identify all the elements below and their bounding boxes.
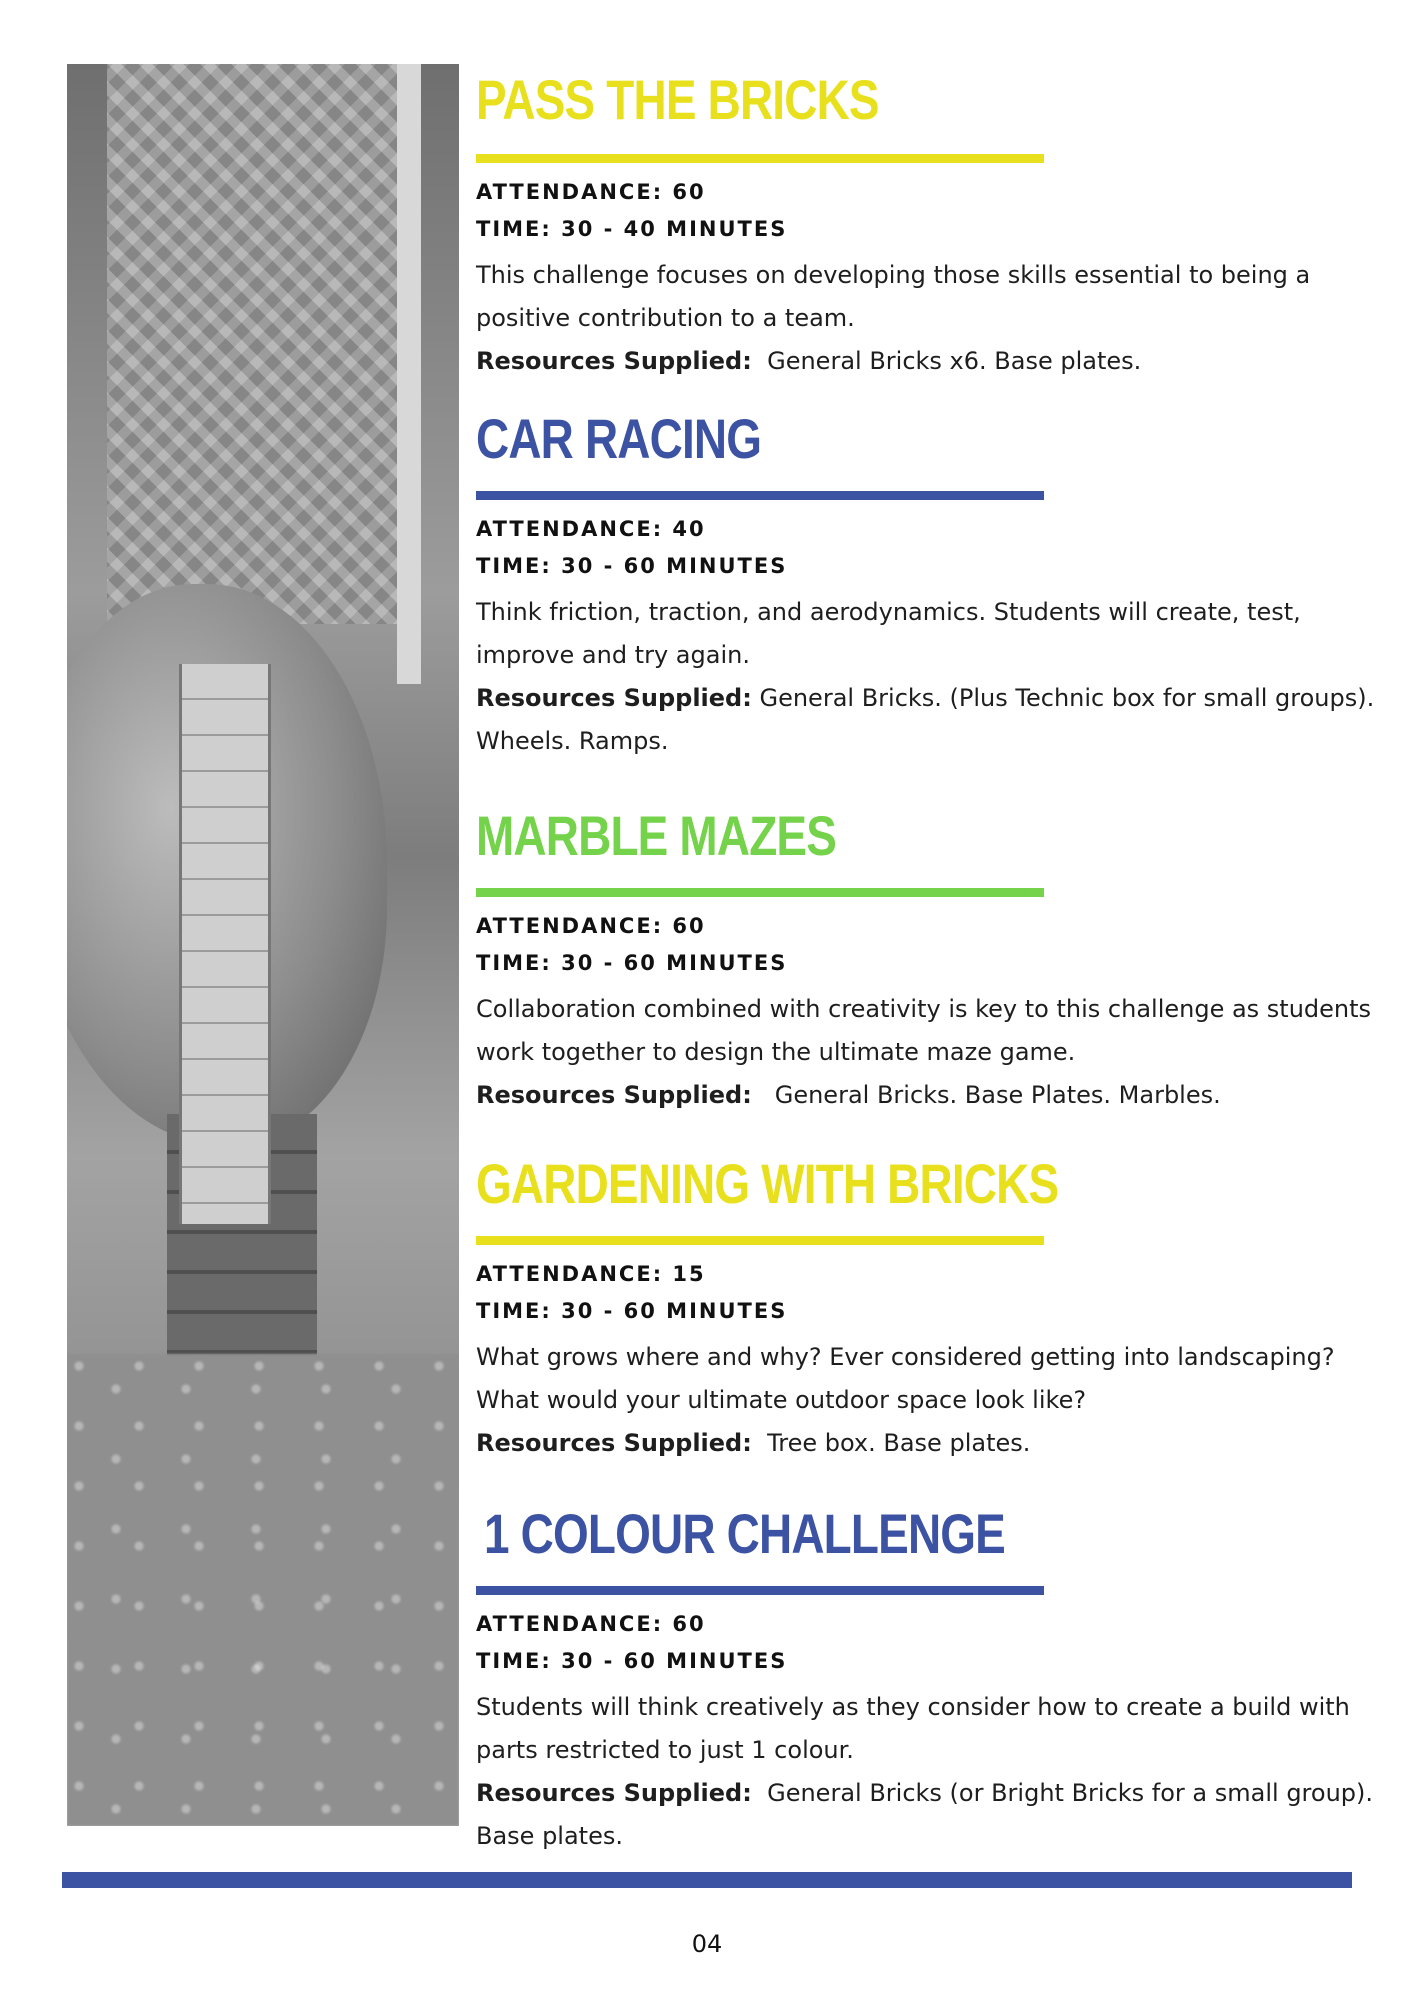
resources-text: General Bricks. Base Plates. Marbles.	[774, 1081, 1221, 1109]
section-rule	[476, 154, 1044, 163]
time-text: TIME: 30 - 60 MINUTES	[476, 951, 788, 975]
attendance-text: ATTENDANCE: 60	[476, 914, 706, 938]
resources-text: Tree box. Base plates.	[767, 1429, 1031, 1457]
section-description	[476, 254, 1396, 383]
section-rule	[476, 888, 1044, 897]
description-text: Students will think creatively as they consider how to create a build with parts restricted to just 1 colour.	[476, 1693, 1350, 1764]
time-text: TIME: 30 - 60 MINUTES	[476, 554, 788, 578]
description-text: Think friction, traction, and aerodynamics. Students will create, test, improve and try again.	[476, 598, 1301, 669]
photo-brick-tower	[179, 664, 271, 1224]
section-description	[476, 1336, 1396, 1465]
section-title: MARBLE MAZES	[476, 804, 837, 867]
section-description	[476, 591, 1396, 763]
section-title: CAR RACING	[476, 407, 762, 470]
resources-label: Resources Supplied:	[476, 347, 752, 375]
description-text: This challenge focuses on developing those skills essential to being a positive contribution to a team.	[476, 261, 1311, 332]
page-number: 04	[691, 1930, 723, 1958]
section-title: PASS THE BRICKS	[476, 68, 879, 131]
section-title: 1 COLOUR CHALLENGE	[484, 1502, 1005, 1565]
resources-label: Resources Supplied:	[476, 1779, 752, 1807]
resources-label: Resources Supplied:	[476, 1429, 752, 1457]
section-description	[476, 988, 1396, 1117]
resources-text: General Bricks. (Plus Technic box for small groups). Wheels. Ramps.	[476, 684, 1375, 755]
attendance-text: ATTENDANCE: 40	[476, 517, 706, 541]
footer-rule	[62, 1872, 1352, 1888]
resources-label: Resources Supplied:	[476, 684, 752, 712]
time-text: TIME: 30 - 60 MINUTES	[476, 1299, 788, 1323]
attendance-text: ATTENDANCE: 60	[476, 1612, 706, 1636]
photo-wall-pattern	[107, 64, 407, 624]
photo-post	[397, 64, 421, 684]
photo-floor-mat	[67, 1354, 459, 1826]
photo-child-building-brick-tower	[67, 64, 459, 1826]
time-text: TIME: 30 - 40 MINUTES	[476, 217, 788, 241]
description-text: What grows where and why? Ever considered getting into landscaping? What would your ultimate outdoor space look like?	[476, 1343, 1335, 1414]
section-description	[476, 1686, 1396, 1858]
description-text: Collaboration combined with creativity is key to this challenge as students work together to design the ultimate maze game.	[476, 995, 1372, 1066]
section-title: GARDENING WITH BRICKS	[476, 1152, 1059, 1215]
section-rule	[476, 491, 1044, 500]
section-rule	[476, 1236, 1044, 1245]
section-rule	[476, 1586, 1044, 1595]
time-text: TIME: 30 - 60 MINUTES	[476, 1649, 788, 1673]
resources-text: General Bricks x6. Base plates.	[767, 347, 1142, 375]
attendance-text: ATTENDANCE: 60	[476, 180, 706, 204]
attendance-text: ATTENDANCE: 15	[476, 1262, 706, 1286]
resources-label: Resources Supplied:	[476, 1081, 752, 1109]
resources-text: General Bricks (or Bright Bricks for a small group). Base plates.	[476, 1779, 1374, 1850]
